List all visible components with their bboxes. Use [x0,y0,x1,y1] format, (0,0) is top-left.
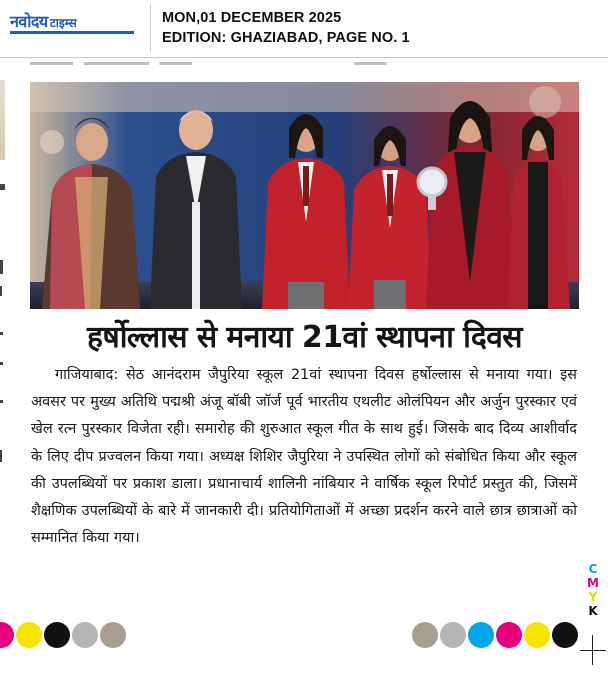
color-swatch-left [0,622,14,648]
edge-mark [0,184,5,190]
color-swatch-right [412,622,438,648]
event-photo[interactable] [30,82,579,309]
color-swatch-right [496,622,522,648]
edge-mark [0,400,3,403]
color-registration-bar [0,619,608,653]
cmyk-letter-k: K [588,604,598,618]
article-body-text: गाजियाबाद: सेठ आनंदराम जैपुरिया स्कूल 21वां स्थापना दिवस हर्षोल्लास से मनाया गया। इस अवसर पर मुख्य अतिथि पद्मश्री अंजू बॉबी जॉर्ज पूर्व भारतीय एथलीट ओलंपियन और अर्जुन पुरस्कार एवं खेल रत्न पुरस्कार विजेता रही। समारोह की शुरुआत स्कूल गीत के साथ हुई। जिसके बाद दिव्य आशीर्वाद के लिए दीप प्रज्वलन किया गया। अध्यक्ष शिशिर जैपुरिया ने उपस्थित लोगों को संबोधित किया और स्कूल की उपलब्धियों पर प्रकाश डाला। प्रधानाचार्य शालिनी नांबियार ने वार्षिक स्कूल रिपोर्ट प्रस्तुत की, जिसमें शैक्षणिक उपलब्धियों के बारे में जानकारी दी। प्रतियोगिताओं में अच्छा प्रदर्शन करने वाले छात्र छात्राओं को सम्मानित किया गया। [31,367,577,547]
edge-color-strip [0,80,5,160]
background-light [40,130,64,154]
event-photo-illustration [30,82,579,309]
article-headline: हर्षोल्लास से मनाया 21वां स्थापना दिवस [87,320,522,355]
color-swatch-right [440,622,466,648]
color-swatch-right [468,622,494,648]
color-swatch-right [524,622,550,648]
edge-mark [0,286,2,296]
cropped-previous-text [30,60,570,68]
color-swatch-right [552,622,578,648]
trophy-icon [418,168,446,196]
color-swatch-left [100,622,126,648]
header-divider [150,4,151,52]
logo-main-text: नवोदय [10,12,48,31]
newspaper-logo[interactable] [10,10,77,32]
background-person-head [529,86,561,118]
edge-mark [0,332,3,335]
edge-mark [0,362,3,365]
page-header [0,0,608,58]
left-margin-fragment [0,70,8,630]
cmyk-letter-c: C [588,562,598,576]
color-swatch-left [16,622,42,648]
color-swatch-left [44,622,70,648]
edge-mark [0,260,3,274]
article-body [31,362,577,552]
logo-sub-text: टाइम्स [49,16,77,30]
edge-mark [0,450,2,462]
issue-date: MON,01 DECEMBER 2025 [162,10,342,26]
logo-underline [10,31,134,34]
edition-page-info: EDITION: GHAZIABAD, PAGE NO. 1 [162,30,410,46]
cmyk-letter-m: M [587,576,599,590]
crop-mark [580,650,606,651]
color-swatch-left [72,622,98,648]
backdrop-top-band [30,82,579,112]
cmyk-letter-y: Y [588,590,598,604]
